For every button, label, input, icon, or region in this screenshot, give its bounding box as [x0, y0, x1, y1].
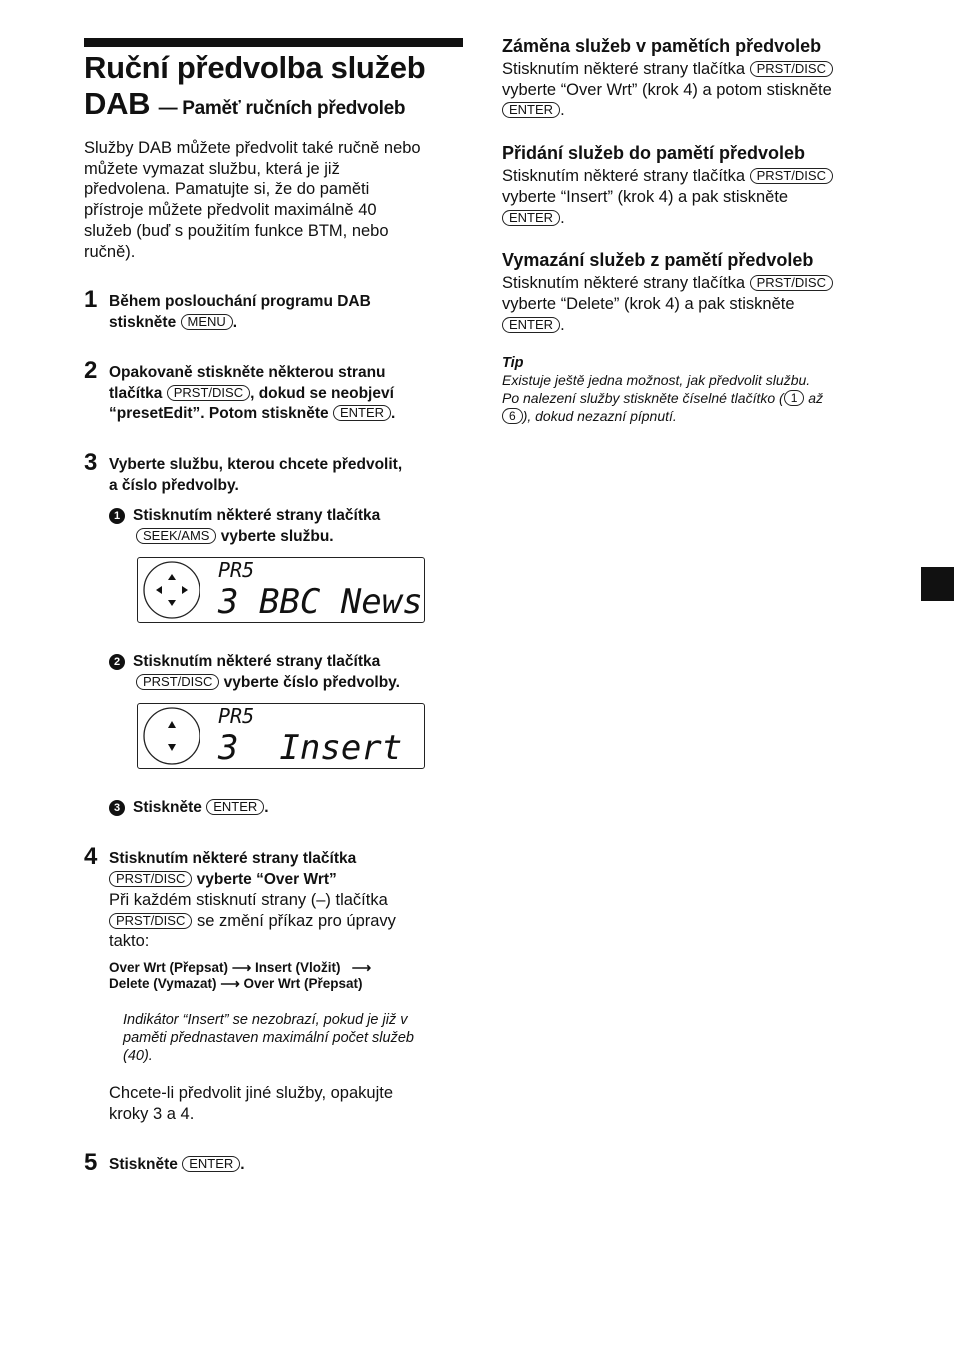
lcd-1-main-text: 3 BBC News	[218, 582, 423, 622]
section-add-text	[502, 166, 892, 228]
step-1-number: 1	[84, 286, 98, 313]
step-2-line: “presetEdit”. Potom stiskněte	[109, 405, 329, 422]
tip-text	[502, 371, 892, 425]
tip-line: Existuje ještě jedna možnost, jak předvolit službu.	[502, 372, 811, 389]
prst-disc-button: PRST/DISC	[109, 871, 192, 887]
right-arrow-icon: ⟶	[220, 976, 240, 991]
period: .	[240, 1156, 245, 1173]
step-1-line: Během poslouchání programu DAB	[109, 293, 371, 310]
substep-3	[109, 798, 269, 819]
title-rule	[84, 38, 463, 47]
insert-note-line: paměti přednastaven maximální počet služeb	[123, 1030, 414, 1046]
intro-line: můžete vymazat službu, která je již	[84, 159, 340, 178]
step-4-note-line: takto:	[109, 932, 150, 951]
lcd-1-preset-label: PR5	[218, 558, 255, 582]
enter-button: ENTER	[502, 317, 560, 333]
right-arrow-icon: ⟶	[231, 960, 252, 975]
sequence-item: Over Wrt (Přepsat)	[243, 976, 363, 991]
substep-2-line: vyberte číslo předvolby.	[223, 673, 400, 691]
period: .	[560, 208, 565, 227]
period: .	[232, 313, 238, 331]
step-5-number: 5	[84, 1149, 98, 1176]
substep-3-marker: 3	[109, 800, 125, 816]
right-column	[502, 36, 892, 425]
substep-2-marker: 2	[109, 654, 125, 670]
up-down-arrow-icon	[140, 704, 200, 768]
enter-button: ENTER	[502, 102, 560, 118]
title-subtitle: — Paměť ručních předvoleb	[158, 98, 406, 119]
intro-line: přístroje můžete předvolit maximálně 40	[84, 201, 377, 220]
section-line: vyberte “Over Wrt” (krok 4) a potom stiskněte	[502, 80, 832, 99]
step-3-line: a číslo předvolby.	[109, 476, 239, 494]
step-5-line: Stiskněte	[109, 1156, 178, 1173]
sequence-item: Insert (Vložit)	[254, 960, 341, 975]
number-1-button: 1	[784, 390, 805, 406]
lcd-2-preset-label: PR5	[218, 704, 255, 728]
intro-line: ručně).	[84, 242, 136, 261]
section-delete-text	[502, 273, 892, 335]
step-3-text	[109, 455, 402, 496]
intro-line: služeb (buď s použitím funkce BTM, nebo	[84, 221, 389, 240]
section-replace-text	[502, 59, 892, 121]
intro-line: Služby DAB můžete předvolit také ručně nebo	[84, 139, 421, 157]
step-2-line: Opakovaně stiskněte některou stranu	[109, 364, 386, 381]
period: .	[560, 101, 565, 120]
insert-note	[123, 1011, 414, 1065]
step-2-line: , dokud se neobjeví	[250, 384, 394, 402]
step-2-number: 2	[84, 357, 98, 384]
sequence-item: Over Wrt (Přepsat)	[109, 960, 229, 975]
prst-disc-button: PRST/DISC	[109, 913, 192, 929]
repeat-note-line: Chcete-li předvolit jiné služby, opakujte	[109, 1084, 394, 1102]
step-2-line: tlačítka	[109, 384, 163, 402]
step-4-line: Stisknutím některé strany tlačítka	[109, 850, 357, 867]
step-4-note	[109, 890, 396, 952]
prst-disc-button: PRST/DISC	[750, 168, 833, 184]
menu-button: MENU	[181, 314, 233, 330]
step-4-line: vyberte “Over Wrt”	[196, 870, 337, 888]
substep-1-line: vyberte službu.	[220, 527, 334, 545]
command-sequence	[109, 960, 371, 992]
enter-button: ENTER	[206, 799, 264, 815]
substep-3-line: Stiskněte	[133, 799, 202, 816]
step-3-line: Vyberte službu, kterou chcete předvolit,	[109, 456, 403, 473]
period: .	[264, 799, 269, 816]
insert-note-line: (40).	[123, 1048, 153, 1064]
tip-line: Po nalezení služby stiskněte číselné tlačítko (	[502, 390, 784, 407]
section-heading-delete: Vymazání služeb z pamětí předvoleb	[502, 250, 814, 271]
substep-1-line: Stisknutím některé strany tlačítka	[133, 507, 381, 524]
prst-disc-button: PRST/DISC	[136, 674, 219, 690]
step-1-text	[109, 292, 371, 333]
page-title	[84, 50, 425, 127]
step-4-note-line: se změní příkaz pro úpravy	[196, 911, 396, 930]
number-6-button: 6	[502, 408, 523, 424]
tip-line: ), dokud nezazní pípnutí.	[522, 408, 677, 425]
title-dab: DAB	[84, 86, 151, 121]
step-1-line: stiskněte	[109, 313, 177, 331]
substep-1-marker: 1	[109, 508, 125, 524]
repeat-note	[109, 1083, 393, 1124]
section-line: vyberte “Insert” (krok 4) a pak stiskněte	[502, 187, 789, 206]
section-line: vyberte “Delete” (krok 4) a pak stiskněte	[502, 294, 795, 313]
substep-1	[109, 506, 380, 547]
step-2-text	[109, 363, 395, 425]
prst-disc-button: PRST/DISC	[750, 275, 833, 291]
lcd-display-2	[137, 703, 425, 769]
title-main: Ruční předvolba služeb	[84, 50, 426, 85]
repeat-note-line: kroky 3 a 4.	[109, 1104, 195, 1123]
intro-line: předvolena. Pamatujte si, že do paměti	[84, 180, 370, 199]
seek-ams-button: SEEK/AMS	[136, 528, 216, 544]
intro-paragraph	[84, 138, 421, 262]
substep-2-line: Stisknutím některé strany tlačítka	[133, 653, 381, 670]
step-5-text	[109, 1155, 245, 1176]
section-line: Stisknutím některé strany tlačítka	[502, 60, 746, 78]
period: .	[560, 315, 565, 334]
step-4-number: 4	[84, 843, 98, 870]
section-line: Stisknutím některé strany tlačítka	[502, 167, 746, 186]
tip-line: až	[804, 390, 824, 407]
prst-disc-button: PRST/DISC	[750, 61, 833, 77]
section-tab-marker	[921, 567, 954, 601]
step-4-text	[109, 849, 356, 890]
four-way-arrow-icon	[140, 558, 200, 622]
insert-note-line: Indikátor “Insert” se nezobrazí, pokud je již v	[123, 1012, 408, 1028]
section-heading-add: Přidání služeb do pamětí předvoleb	[502, 143, 806, 164]
section-line: Stisknutím některé strany tlačítka	[502, 274, 746, 293]
substep-2	[109, 652, 400, 693]
step-4-note-line: Při každém stisknutí strany (–) tlačítka	[109, 891, 388, 909]
prst-disc-button: PRST/DISC	[167, 385, 250, 401]
sequence-item: Delete (Vymazat)	[109, 976, 217, 991]
right-arrow-icon: ⟶	[351, 960, 372, 975]
lcd-display-1	[137, 557, 425, 623]
enter-button: ENTER	[502, 210, 560, 226]
step-3-number: 3	[84, 449, 98, 476]
enter-button: ENTER	[182, 1156, 240, 1172]
period: .	[391, 405, 396, 422]
enter-button: ENTER	[333, 405, 391, 421]
section-heading-replace: Záměna služeb v pamětích předvoleb	[502, 36, 822, 56]
tip-label: Tip	[502, 355, 524, 372]
lcd-2-main-text: 3 Insert	[218, 728, 403, 768]
